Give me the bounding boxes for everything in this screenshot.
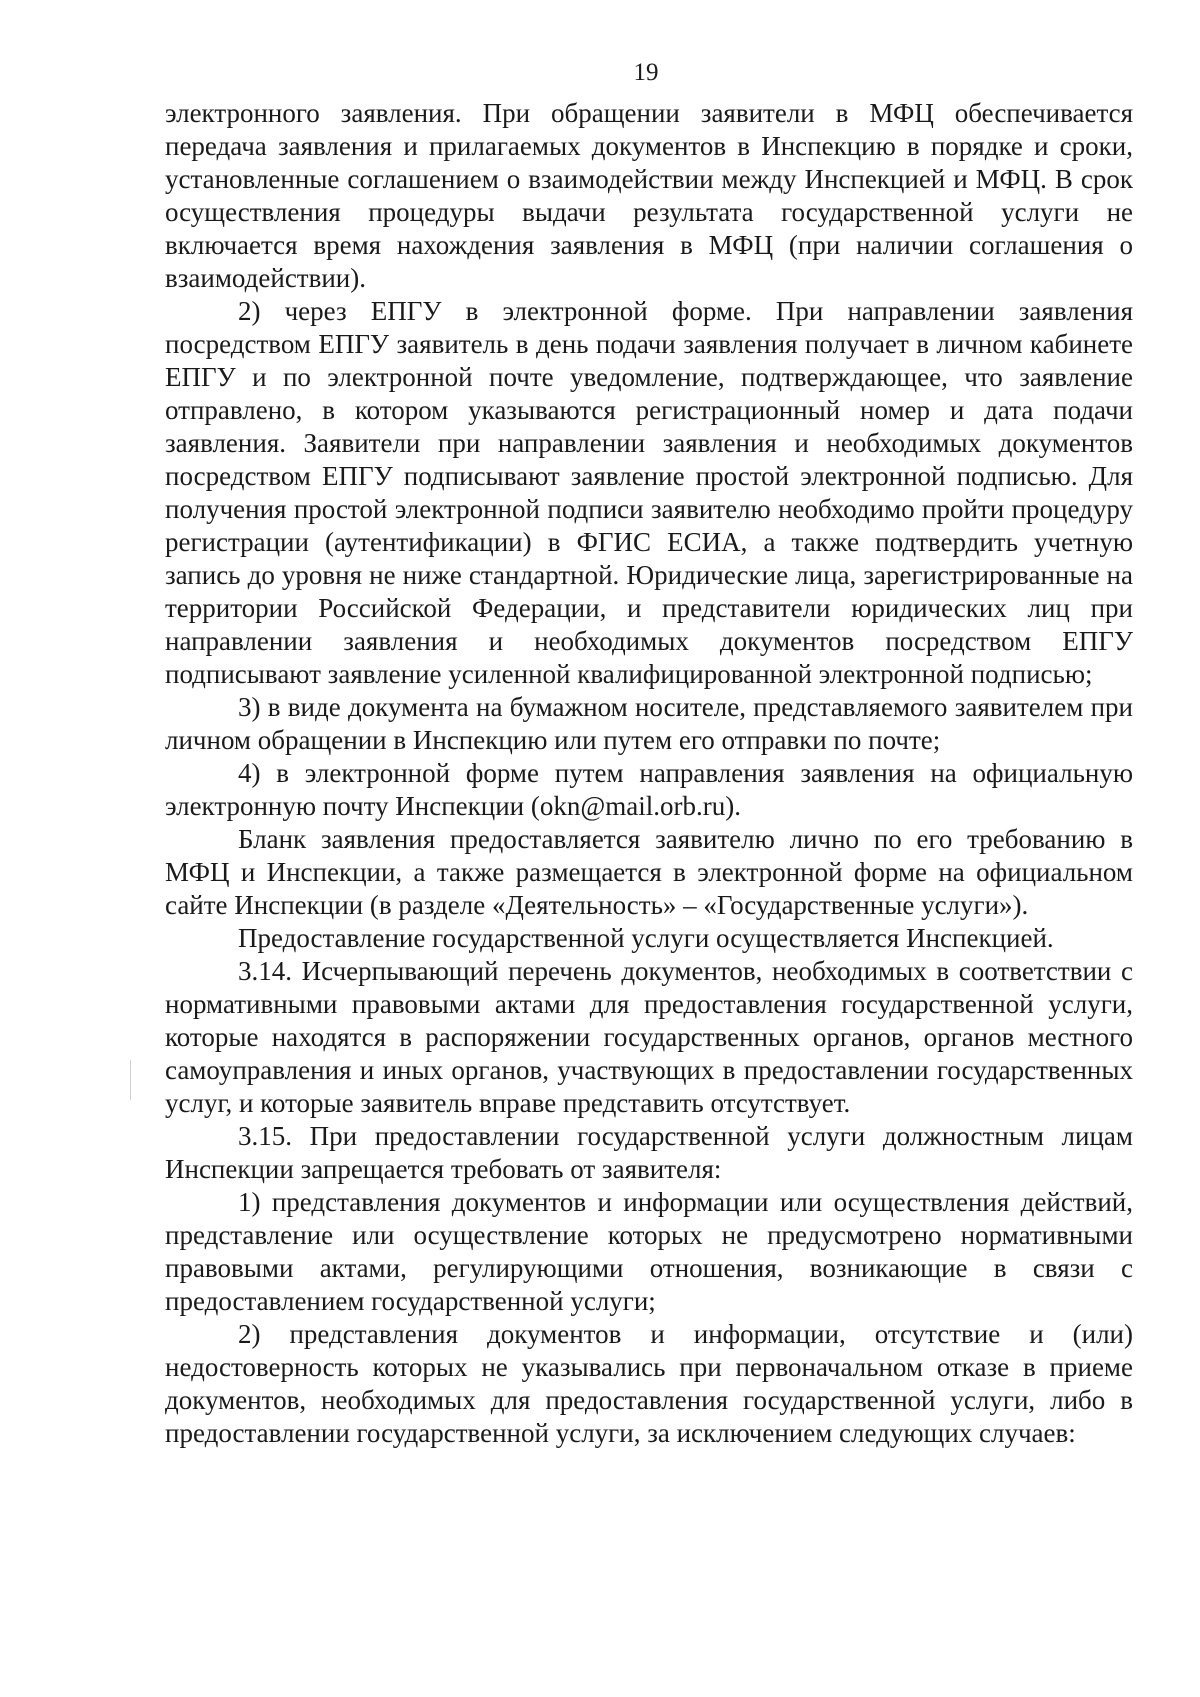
document-body	[165, 97, 1133, 1450]
paragraph-section-3-14: 3.14. Исчерпывающий перечень документов, необходимых в соответствии с нормативными правовыми актами для предоставления государственной услуги, которые находятся в распоряжении государственных органов, органов местного самоуправления и иных органов, участвующих в предоставлении государственных услуг, и которые заявитель вправе представить отсутствует.	[165, 956, 1133, 1118]
paragraph-item-4-email: 4) в электронной форме путем направления заявления на официальную электронную почту Инспекции (okn@mail.orb.ru).	[165, 758, 1133, 821]
paragraph-3-15-item-1: 1) представления документов и информации или осуществления действий, представление или осуществление которых не предусмотрено нормативными правовыми актами, регулирующими отношения, возникающие в связи с предоставлением государственной услуги;	[165, 1187, 1133, 1316]
paragraph-continuation: электронного заявления. При обращении заявители в МФЦ обеспечивается передача заявления и прилагаемых документов в Инспекцию в порядке и сроки, установленные соглашением о взаимодействии между Инспекцией и МФЦ. В срок осуществления процедуры выдачи результата государственной услуги не включается время нахождения заявления в МФЦ (при наличии соглашения о взаимодействии).	[165, 98, 1133, 293]
paragraph-item-3-paper: 3) в виде документа на бумажном носителе, представляемого заявителем при личном обращении в Инспекцию или путем его отправки по почте;	[165, 692, 1133, 755]
paragraph-item-2-epgu: 2) через ЕПГУ в электронной форме. При направлении заявления посредством ЕПГУ заявитель в день подачи заявления получает в личном кабинете ЕПГУ и по электронной почте уведомление, подтверждающее, что заявление отправлено, в котором указываются регистрационный номер и дата подачи заявления. Заявители при направлении заявления и необходимых документов посредством ЕПГУ подписывают заявление простой электронной подписью. Для получения простой электронной подписи заявителю необходимо пройти процедуру регистрации (аутентификации) в ФГИС ЕСИА, а также подтвердить учетную запись до уровня не ниже стандартной. Юридические лица, зарегистрированные на территории Российской Федерации, и представители юридических лиц при направлении заявления и необходимых документов посредством ЕПГУ подписывают заявление усиленной квалифицированной электронной подписью;	[165, 296, 1133, 689]
scan-artifact-line	[130, 1060, 131, 1100]
paragraph-3-15-item-2: 2) представления документов и информации, отсутствие и (или) недостоверность которых не указывались при первоначальном отказе в приеме документов, необходимых для предоставления государственной услуги, либо в предоставлении государственной услуги, за исключением следующих случаев:	[165, 1319, 1133, 1448]
page-number: 19	[633, 59, 659, 86]
paragraph-section-3-15: 3.15. При предоставлении государственной услуги должностным лицам Инспекции запрещается требовать от заявителя:	[165, 1121, 1133, 1184]
paragraph-service-provider: Предоставление государственной услуги осуществляется Инспекцией.	[238, 923, 1054, 953]
paragraph-application-form: Бланк заявления предоставляется заявителю лично по его требованию в МФЦ и Инспекции, а также размещается в электронной форме на официальном сайте Инспекции (в разделе «Деятельность» – «Государственные услуги»).	[165, 824, 1133, 920]
